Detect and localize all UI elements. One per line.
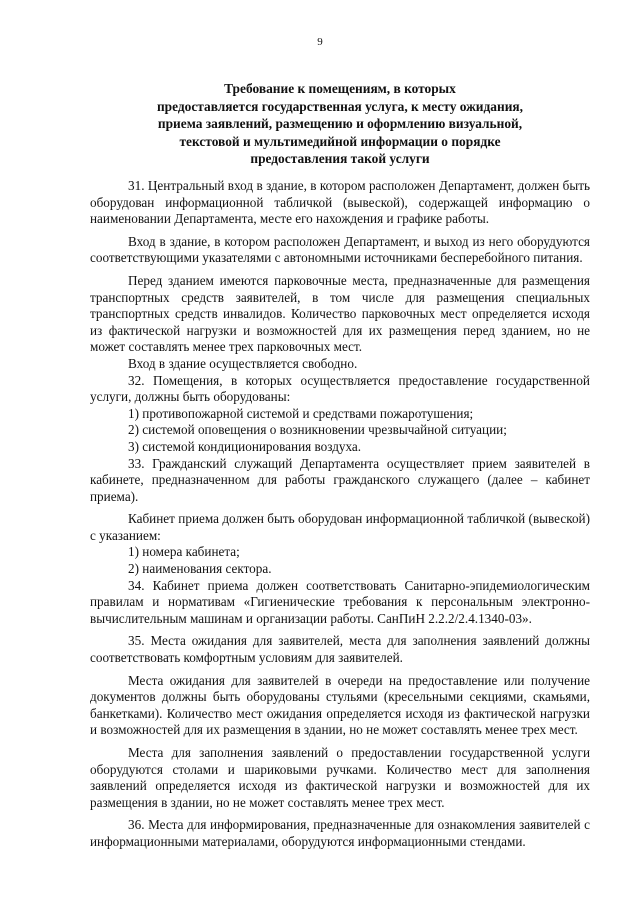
page-number: 9 <box>317 36 323 48</box>
list-item: 3) системой кондиционирования воздуха. <box>128 438 362 454</box>
paragraph: Вход в здание, в котором расположен Департамент, и выход из него оборудуются соответствующими указателями с автономными источниками бесперебойного питания. <box>90 233 590 266</box>
paragraph: 34. Кабинет приема должен соответствовать Санитарно-эпидемиологическим правилам и нормативам «Гигиенические требования к персональным электронно-вычислительным машинам и организации работы. СанПиН 2.2.2/2.4.1340-03». <box>90 577 590 626</box>
paragraph: Места ожидания для заявителей в очереди на предоставление или получение документов должны быть оборудованы стульями (кресельными секциями, скамьями, банкетками). Количество мест ожидания определяется исходя из фактической нагрузки и возможностей для их размещения в здании, но не может составлять менее трех мест. <box>90 672 590 738</box>
list-item: 2) системой оповещения о возникновении чрезвычайной ситуации; <box>128 422 507 438</box>
list-item: 1) противопожарной системой и средствами пожаротушения; <box>128 405 474 421</box>
heading-line: предоставляется государственная услуга, к месту ожидания, <box>156 98 524 114</box>
paragraph: 35. Места ожидания для заявителей, места для заполнения заявлений должны соответствовать комфортным условиям для заявителей. <box>90 633 590 666</box>
document-body <box>90 178 590 851</box>
list-item: 2) наименования сектора. <box>128 561 272 577</box>
heading-line: приема заявлений, размещению и оформлению визуальной, <box>157 116 523 132</box>
paragraph: Вход в здание осуществляется свободно. <box>128 355 358 371</box>
section-heading <box>90 80 590 168</box>
heading-line: текстовой и мультимедийной информации о порядке <box>179 133 501 149</box>
paragraph: 32. Помещения, в которых осуществляется предоставление государственной услуги, должны быть оборудованы: <box>90 372 590 405</box>
paragraph: Кабинет приема должен быть оборудован информационной табличкой (вывеской) с указанием: <box>90 511 590 543</box>
heading-line: Требование к помещениям, в которых <box>224 81 456 96</box>
paragraph: 36. Места для информирования, предназначенные для ознакомления заявителей с информационными материалами, оборудуются информационными стендами. <box>90 817 590 849</box>
paragraph: 31. Центральный вход в здание, в котором расположен Департамент, должен быть оборудован информационной табличкой (вывеской), содержащей информацию о наименовании Департамента, месте его нахождения и графике работы. <box>90 178 590 227</box>
heading-line: предоставления такой услуги <box>250 151 430 167</box>
paragraph: Перед зданием имеются парковочные места, предназначенные для размещения транспортных средств заявителей, в том числе для размещения специальных транспортных средств инвалидов. Количество парковочных мест определяется исходя из фактической нагрузки и возможностей для их размещения перед зданием, но не может составлять менее трех парковочных мест. <box>90 272 590 355</box>
list-item: 1) номера кабинета; <box>128 544 240 560</box>
paragraph: Места для заполнения заявлений о предоставлении государственной услуги оборудуются столами и шариковыми ручками. Количество мест для заполнения заявлений определяется исходя из фактической нагрузки и возможностей для их размещения в здании, но не может составлять менее трех мест. <box>90 745 590 810</box>
paragraph: 33. Гражданский служащий Департамента осуществляет прием заявителей в кабинете, предназначенном для работы гражданского служащего (далее – кабинет приема). <box>90 455 590 504</box>
